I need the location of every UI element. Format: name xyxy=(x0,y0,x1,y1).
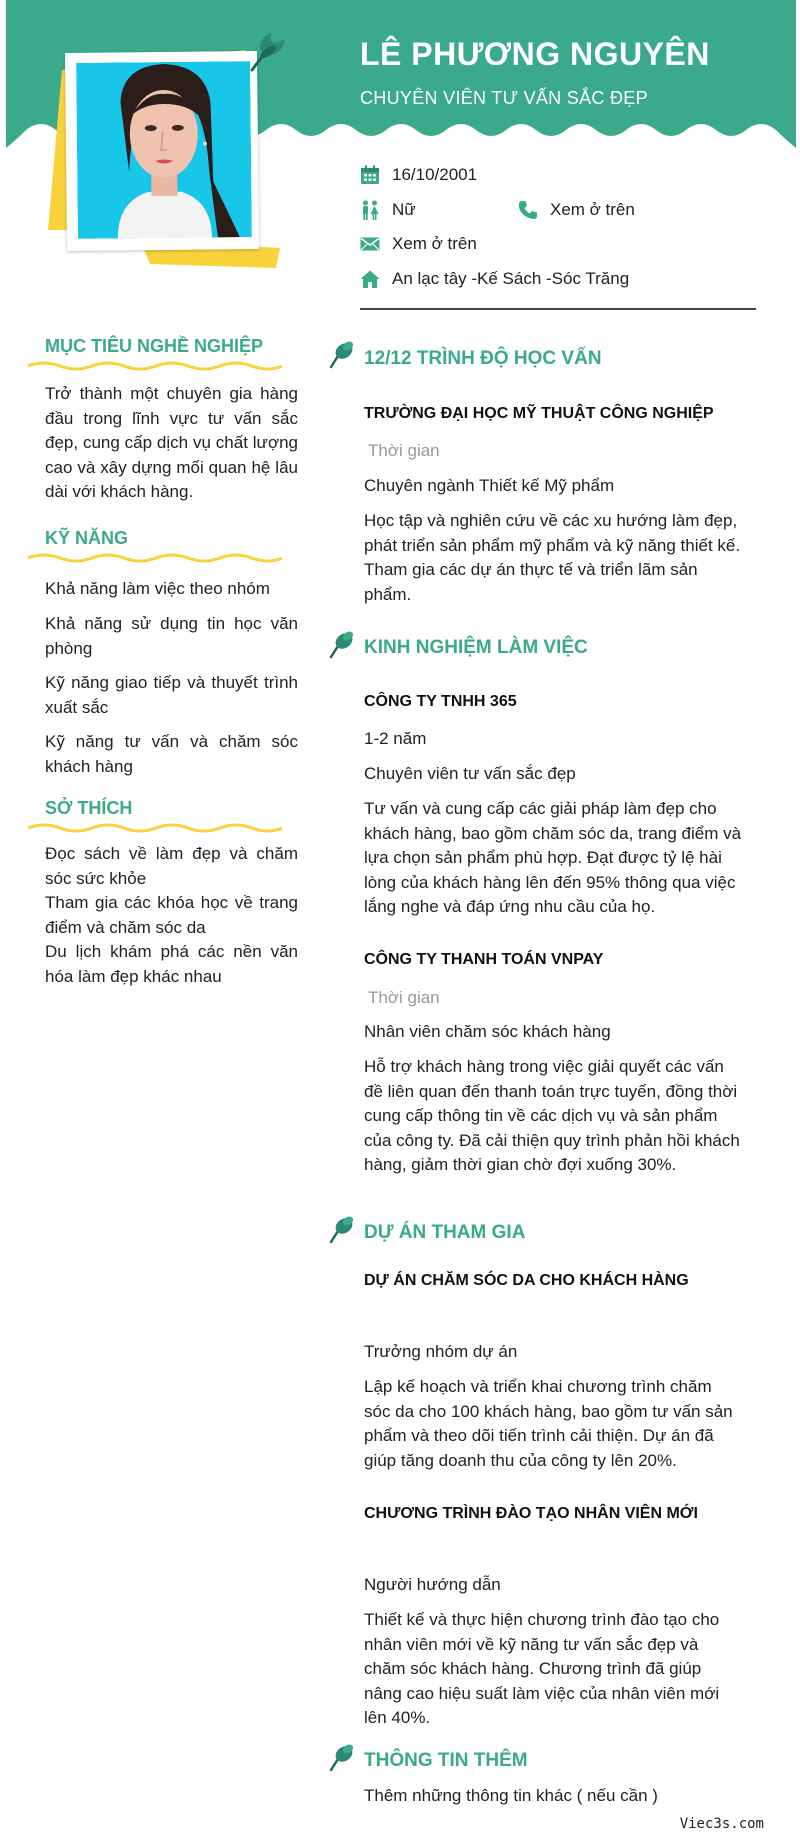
hobbies-title: SỞ THÍCH xyxy=(45,798,133,818)
phone-value: Xem ở trên xyxy=(550,200,635,219)
job-company: CÔNG TY TNHH 365 xyxy=(364,693,517,710)
pushpin-icon xyxy=(328,1213,358,1245)
birthday-value: 16/10/2001 xyxy=(392,165,478,184)
education-title: 12/12 TRÌNH ĐỘ HỌC VẤN xyxy=(364,348,602,369)
home-icon xyxy=(360,269,380,289)
skill-item: Khả năng làm việc theo nhóm xyxy=(45,579,270,598)
pushpin-icon xyxy=(328,1741,358,1773)
envelope-icon xyxy=(360,234,380,254)
project-name: CHƯƠNG TRÌNH ĐÀO TẠO NHÂN VIÊN MỚI xyxy=(364,1505,698,1522)
skill-item: Khả năng sử dụng tin học văn phòng xyxy=(45,614,298,658)
education-time: Thời gian xyxy=(368,441,440,460)
project-description: Thiết kế và thực hiện chương trình đào tạo cho nhân viên mới về kỹ năng tư vấn sắc đẹp và chăm sóc khách hàng. Chương trình đã giúp nâng cao hiệu suất làm việc của nhân viên mới lên 40%. xyxy=(364,1610,720,1727)
watermark: Viec3s.com xyxy=(679,1816,764,1832)
contact-gender xyxy=(360,200,416,220)
project-description: Lập kế hoạch và triển khai chương trình chăm sóc da cho 100 khách hàng, bao gồm tư vấn sản phẩm và theo dõi tiến trình cải thiện. Dự án đã giúp tăng doanh thu của công ty lên 20%. xyxy=(364,1377,733,1470)
job-position: Nhân viên chăm sóc khách hàng xyxy=(364,1022,611,1041)
gender-value: Nữ xyxy=(392,200,416,219)
skills-underline xyxy=(28,552,282,564)
email-value: Xem ở trên xyxy=(392,234,477,253)
pushpin-icon xyxy=(248,24,292,74)
pushpin-icon xyxy=(328,338,358,370)
project-role: Trưởng nhóm dự án xyxy=(364,1342,518,1361)
education-description: Học tập và nghiên cứu về các xu hướng làm đẹp, phát triển sản phẩm mỹ phẩm và kỹ năng thiết kế. Tham gia các dự án thực tế và triển lãm sản phẩm. xyxy=(364,511,741,604)
job-description: Hỗ trợ khách hàng trong việc giải quyết các vấn đề liên quan đến thanh toán trực tuyến, đồng thời cung cấp thông tin về các dịch vụ và sản phẩm của công ty. Đã cải thiện quy trình phản hồi khách hàng, giảm thời gian chờ đợi xuống 30%. xyxy=(364,1057,740,1174)
contact-divider xyxy=(360,308,756,310)
hobby-item: Đọc sách về làm đẹp và chăm sóc sức khỏe xyxy=(45,844,298,888)
job-time: Thời gian xyxy=(368,988,440,1007)
job-company: CÔNG TY THANH TOÁN VNPAY xyxy=(364,951,604,968)
additional-text: Thêm những thông tin khác ( nếu cần ) xyxy=(364,1786,658,1805)
hobby-item: Du lịch khám phá các nền văn hóa làm đẹp khác nhau xyxy=(45,942,298,986)
hobby-item: Tham gia các khóa học về trang điểm và chăm sóc da xyxy=(45,893,298,937)
gender-icon xyxy=(360,200,380,220)
job-title: CHUYÊN VIÊN TƯ VẤN SẮC ĐẸP xyxy=(360,88,648,108)
skill-item: Kỹ năng giao tiếp và thuyết trình xuất sắc xyxy=(45,673,298,717)
avatar-frame xyxy=(65,51,259,251)
objective-text: Trở thành một chuyên gia hàng đầu trong lĩnh vực tư vấn sắc đẹp, cung cấp dịch vụ chất lượng cao và xây dựng mối quan hệ lâu dài với khách hàng. xyxy=(45,384,298,501)
job-description: Tư vấn và cung cấp các giải pháp làm đẹp cho khách hàng, bao gồm chăm sóc da, trang điểm và lựa chọn sản phẩm phù hợp. Đạt được tỷ lệ hài lòng của khách hàng lên đến 95% thông qua việc lắng nghe và đáp ứng nhu cầu của họ. xyxy=(364,799,742,916)
pushpin-icon xyxy=(328,628,358,660)
education-major: Chuyên ngành Thiết kế Mỹ phẩm xyxy=(364,476,615,495)
job-position: Chuyên viên tư vấn sắc đẹp xyxy=(364,764,576,783)
address-value: An lạc tây -Kế Sách -Sóc Trăng xyxy=(392,269,630,288)
objective-title: MỤC TIÊU NGHỀ NGHIỆP xyxy=(45,336,264,356)
skills-title: KỸ NĂNG xyxy=(45,528,129,548)
contact-address xyxy=(360,269,629,289)
hobbies-underline xyxy=(28,822,282,834)
phone-icon xyxy=(518,200,538,220)
education-school: TRƯỜNG ĐẠI HỌC MỸ THUẬT CÔNG NGHIỆP xyxy=(364,405,714,422)
candidate-name: LÊ PHƯƠNG NGUYÊN xyxy=(360,36,710,72)
avatar xyxy=(76,61,252,239)
contact-email xyxy=(360,234,477,254)
skill-item: Kỹ năng tư vấn và chăm sóc khách hàng xyxy=(45,732,298,776)
contact-phone xyxy=(518,200,635,220)
project-role: Người hướng dẫn xyxy=(364,1575,501,1594)
objective-underline xyxy=(28,360,282,372)
calendar-icon xyxy=(360,165,380,185)
contact-birthday xyxy=(360,165,477,185)
job-time: 1-2 năm xyxy=(364,729,427,748)
additional-title: THÔNG TIN THÊM xyxy=(364,1750,528,1771)
project-name: DỰ ÁN CHĂM SÓC DA CHO KHÁCH HÀNG xyxy=(364,1272,689,1289)
projects-title: DỰ ÁN THAM GIA xyxy=(364,1222,526,1243)
experience-title: KINH NGHIỆM LÀM VIỆC xyxy=(364,637,588,658)
